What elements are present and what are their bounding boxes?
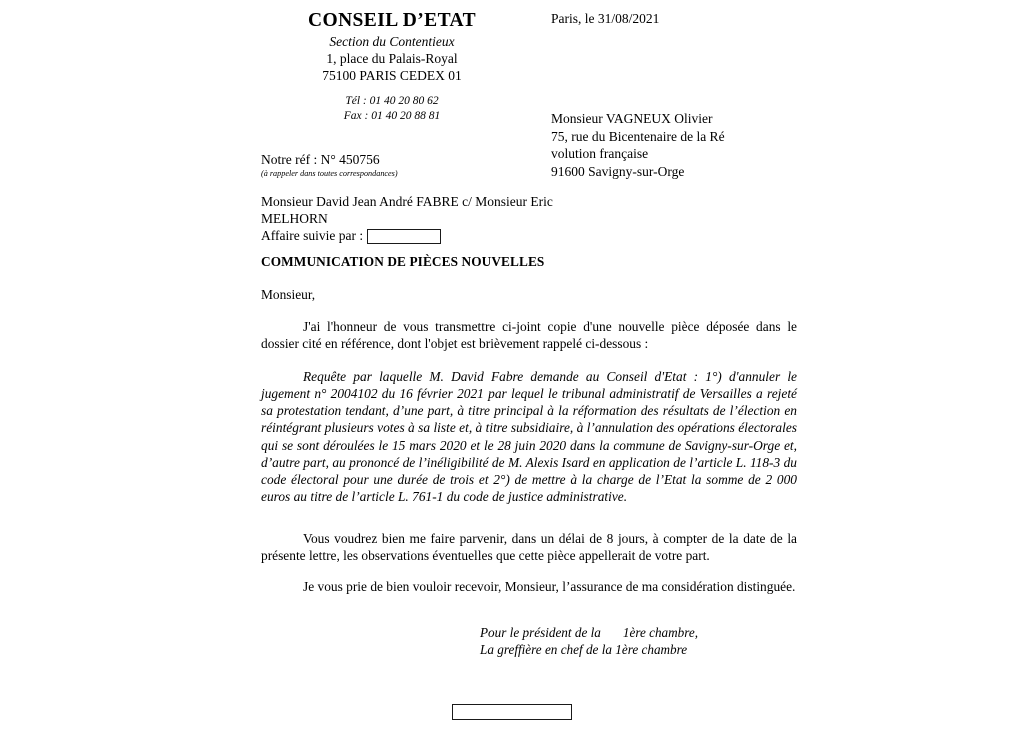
- footer-redaction-box: [452, 704, 572, 720]
- phone-number: Tél : 01 40 20 80 62: [345, 95, 439, 107]
- date-line: Paris, le 31/08/2021: [551, 11, 660, 26]
- paragraph-introduction: J'ai l'honneur de vous transmettre ci-joint copie d'une nouvelle pièce déposée dans le dossier cité en référence, dont l'objet est brièvement rappelé ci-dessous :: [261, 319, 797, 352]
- recipient-name: Monsieur VAGNEUX Olivier: [551, 111, 713, 126]
- parties-block: [261, 194, 561, 245]
- contact-details: [258, 94, 526, 124]
- recipient-address: [551, 110, 725, 180]
- organization-name: CONSEIL D’ETAT: [308, 10, 476, 31]
- signature-line-2: La greffière en chef de la 1ère chambre: [480, 641, 688, 657]
- organization-section: Section du Contentieux: [329, 34, 455, 50]
- parties-line-2: MELHORN: [261, 210, 328, 226]
- paragraph-closing-formula: Je vous prie de bien vouloir recevoir, Monsieur, l’assurance de ma considération distinguée.: [303, 579, 796, 594]
- case-handler-label: Affaire suivie par :: [261, 228, 364, 244]
- reference-number: Notre réf : N° 450756: [261, 152, 380, 167]
- salutation: Monsieur,: [261, 287, 316, 302]
- case-handler-row: [261, 228, 561, 245]
- paragraph-response-deadline: Vous voudrez bien me faire parvenir, dans un délai de 8 jours, à compter de la date de la présente lettre, les observations éventuelles que cette pièce appellerait de votre part.: [261, 531, 797, 564]
- case-handler-redaction-box: [367, 229, 441, 244]
- reference-note: (à rappeler dans toutes correspondances): [261, 169, 398, 179]
- footer-redaction-wrap: [0, 704, 1024, 720]
- recipient-city: 91600 Savigny-sur-Orge: [551, 163, 685, 179]
- subject-heading: COMMUNICATION DE PIÈCES NOUVELLES: [261, 254, 545, 269]
- organization-address-line-2: 75100 PARIS CEDEX 01: [322, 67, 462, 83]
- parties-line-1: Monsieur David Jean André FABRE c/ Monsieur Eric: [261, 194, 553, 209]
- recipient-street-line-2: volution française: [551, 146, 649, 162]
- recipient-street-line-1: 75, rue du Bicentenaire de la Ré: [551, 128, 725, 144]
- letterhead: [258, 10, 526, 84]
- signature-chamber: 1ère chambre,: [622, 625, 699, 640]
- fax-number: Fax : 01 40 20 88 81: [343, 110, 441, 123]
- signature-block: [480, 625, 698, 658]
- signature-line-1: [480, 625, 698, 642]
- signature-on-behalf-of: Pour le président de la: [480, 625, 601, 640]
- organization-address-line-1: 1, place du Palais-Royal: [326, 50, 458, 66]
- paragraph-object-of-request: Requête par laquelle M. David Fabre demande au Conseil d'Etat : 1°) d'annuler le jugement n° 2004102 du 16 février 2021 par lequel le tribunal administratif de Versailles a rejeté sa protestation tendant, d’une part, à titre principal à la réformation des résultats de l’élection en réintégrant plusieurs votes à sa liste et, à titre subsidiaire, à l’annulation des opérations électorales qui se sont déroulées le 15 mars 2020 et le 28 juin 2020 dans la commune de Savigny-sur-Orge et, d’autre part, au prononcé de l’inéligibilité de M. Alexis Isard en application de l’article L. 118-3 du code électoral pour une durée de trois et 2°) de mettre à la charge de l’Etat la somme de 2 000 euros au titre de l’article L. 761-1 du code de justice administrative.: [261, 369, 797, 505]
- reference-block: [261, 152, 398, 179]
